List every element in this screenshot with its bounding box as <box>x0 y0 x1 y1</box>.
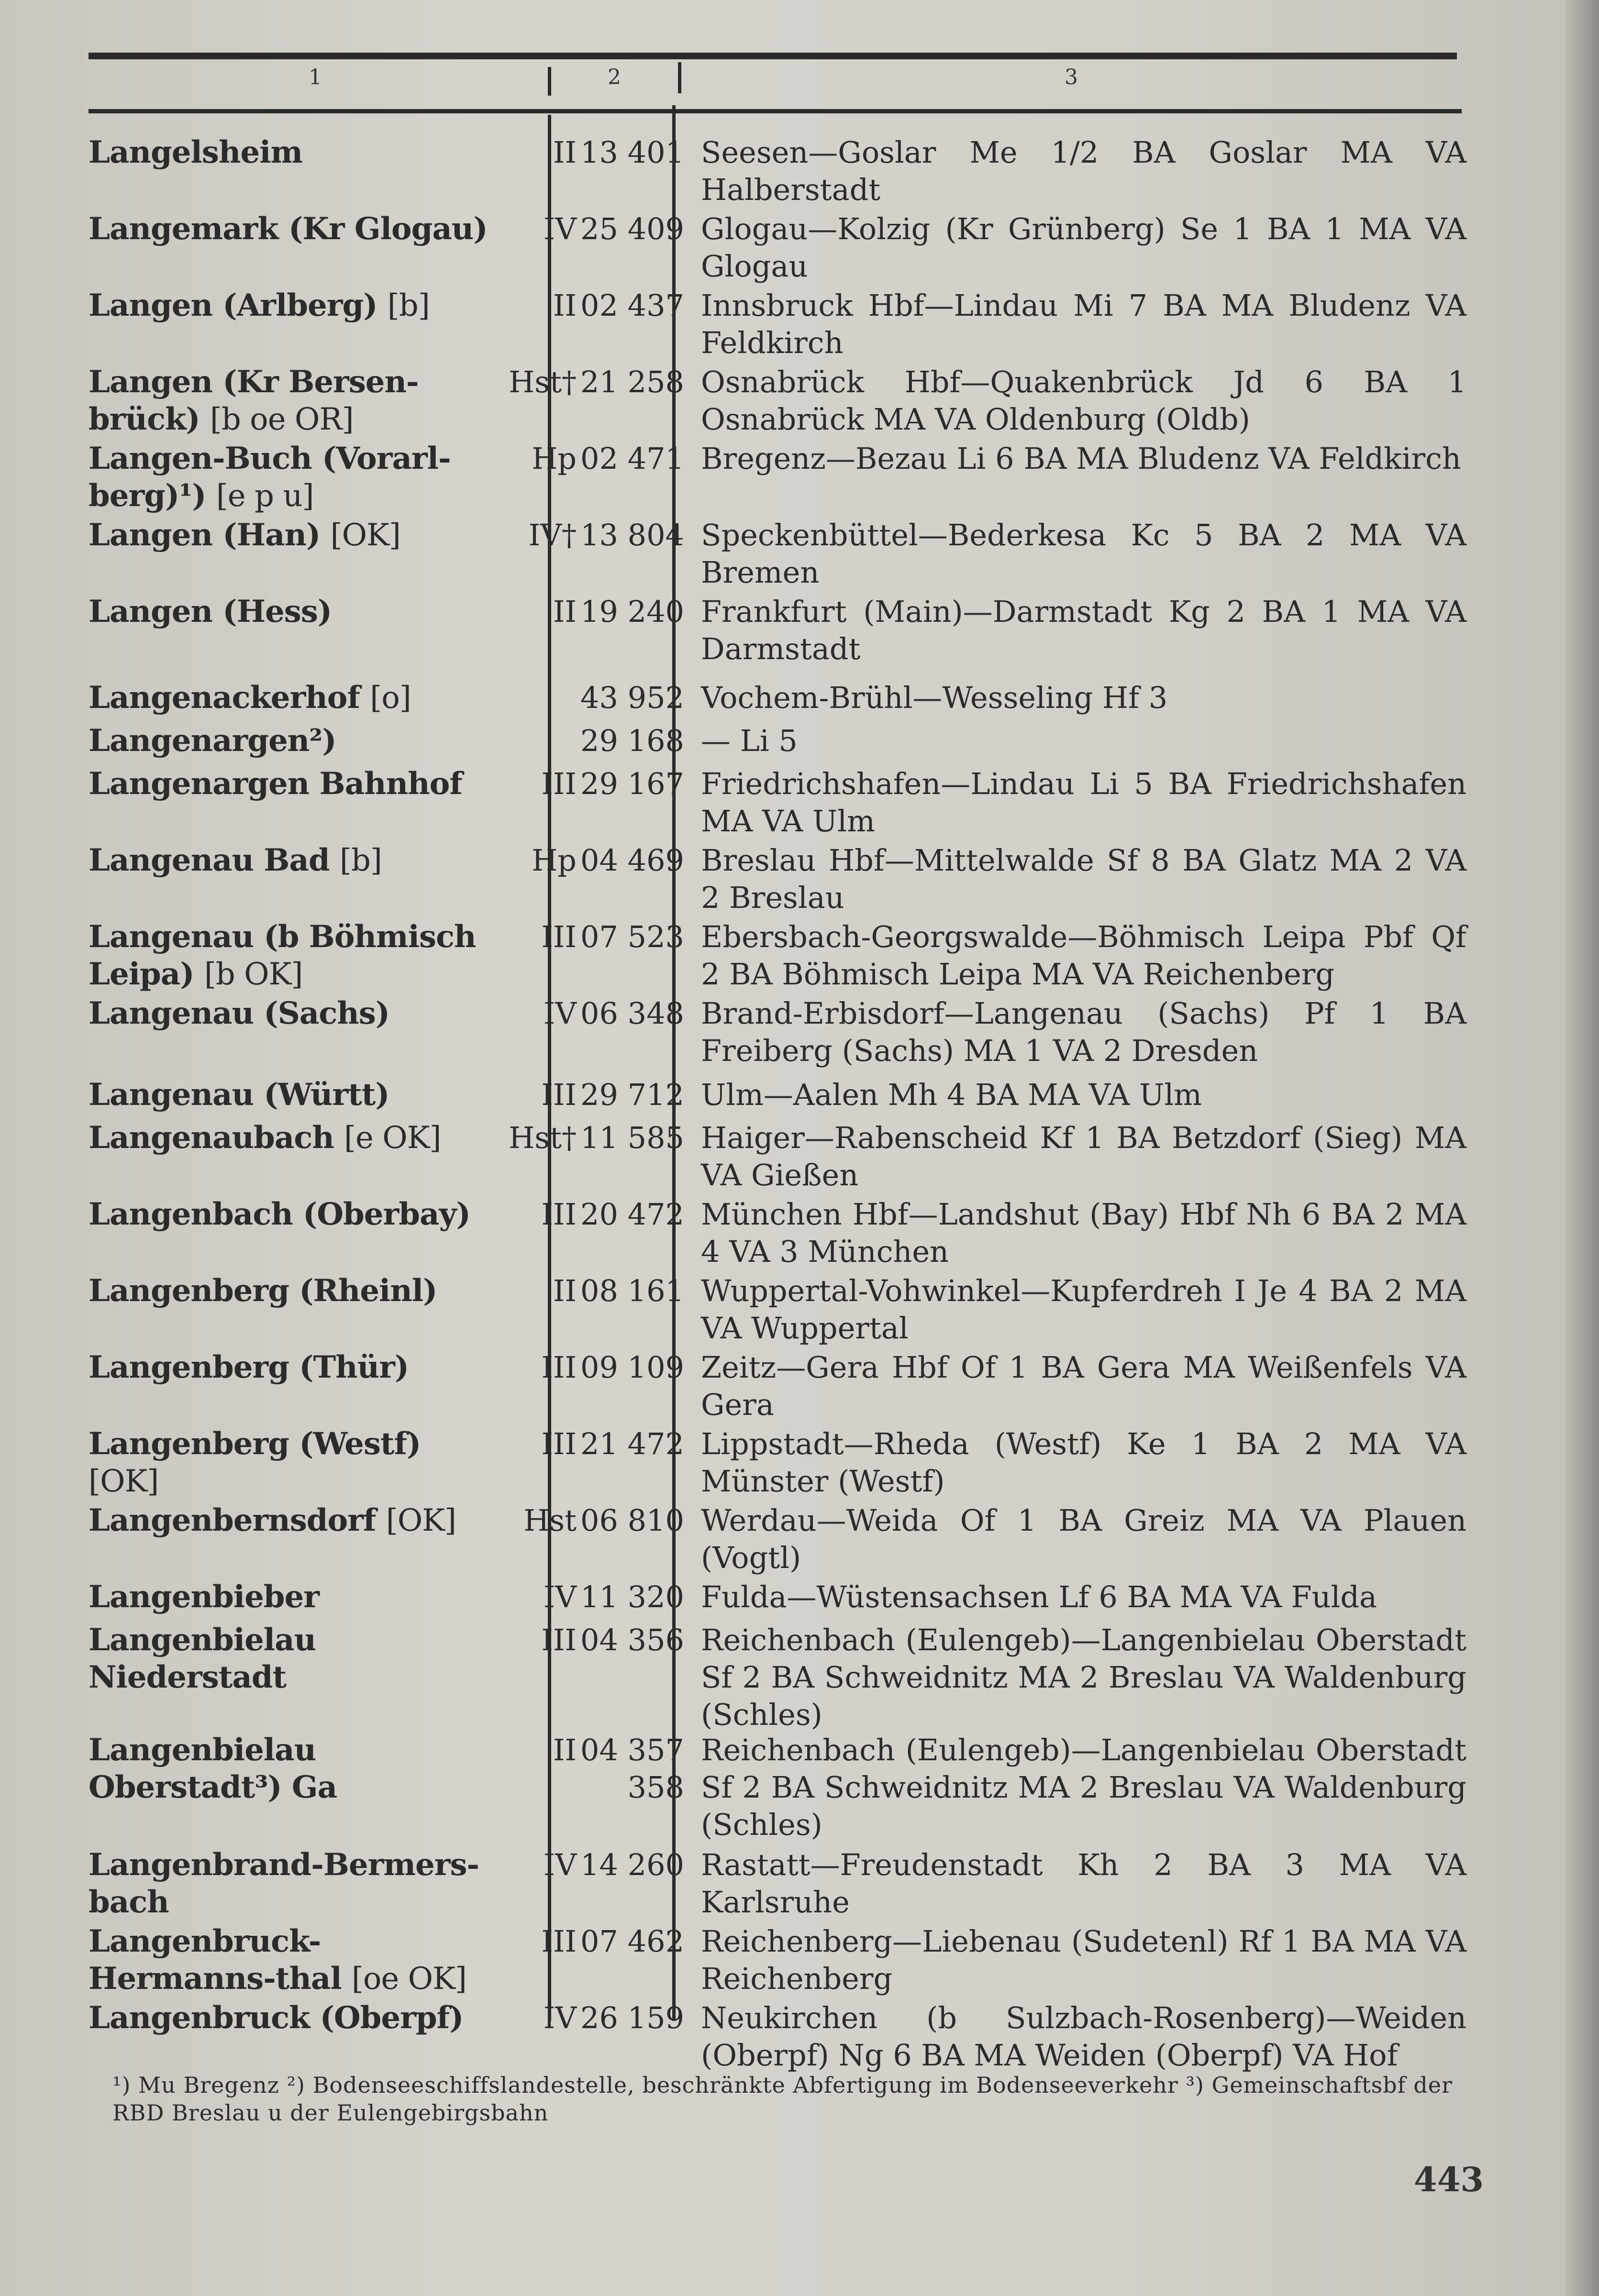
station-number-text: 43 952 <box>580 680 684 715</box>
station-number <box>567 918 684 956</box>
station-note: [b OK] <box>204 957 303 992</box>
station-class: IV <box>543 1847 577 1882</box>
station-name <box>89 1622 490 1696</box>
station-number <box>567 1196 684 1233</box>
station-number-text: 26 159 <box>580 2000 684 2035</box>
station-name <box>89 1349 490 1386</box>
station-number-text: 11 320 <box>580 1579 684 1614</box>
station-number-text: 19 240 <box>580 594 684 629</box>
station-name <box>89 134 490 171</box>
station-name-text: Langenau (Württ) <box>89 1077 389 1113</box>
route-description: Glogau—Kolzig (Kr Grünberg) Se 1 BA 1 MA VA Glogau <box>701 211 1466 284</box>
header-rule-top <box>89 53 1457 59</box>
column-3-heading: 3 <box>1065 65 1078 89</box>
station-class: III <box>541 766 577 801</box>
column-2-heading: 2 <box>608 65 621 89</box>
station-number <box>567 517 684 554</box>
station-name-text: Langen (Kr Bersen-brück) <box>89 364 419 437</box>
station-number-text: 29 167 <box>580 766 684 801</box>
station-note: [e p u] <box>216 478 314 514</box>
header-divider-1 <box>548 67 551 96</box>
station-name <box>89 1076 490 1114</box>
station-name-text: Langen (Arlberg) <box>89 287 378 323</box>
station-name-text: Langenberg (Thür) <box>89 1349 409 1385</box>
station-number-text: 02 437 <box>580 288 684 323</box>
station-number <box>567 134 684 171</box>
station-name-text: Langenargen Bahnhof <box>89 766 462 802</box>
station-number <box>567 593 684 630</box>
station-name-text: Langenberg (Rheinl) <box>89 1273 437 1309</box>
route-description: Brand-Erbisdorf—Langenau (Sachs) Pf 1 BA Freiberg (Sachs) MA 1 VA 2 Dresden <box>701 996 1466 1068</box>
route-description: Haiger—Rabenscheid Kf 1 BA Betzdorf (Sieg) MA VA Gießen <box>701 1120 1466 1192</box>
station-name <box>89 210 490 248</box>
station-class: IV <box>543 2000 577 2035</box>
station-class: Hst† <box>509 1120 577 1155</box>
station-name-text: Langen (Han) <box>89 517 321 553</box>
station-number-text: 06 810 <box>580 1503 684 1538</box>
route-description: Vochem-Brühl—Wesseling Hf 3 <box>701 680 1168 715</box>
station-note: [o] <box>370 680 411 716</box>
page-number: 443 <box>1414 2160 1484 2199</box>
station-name <box>89 364 490 438</box>
station-name <box>89 1999 490 2037</box>
station-note: [OK] <box>89 1464 159 1499</box>
station-number <box>567 364 684 401</box>
page-edge <box>1566 0 1599 2296</box>
station-number <box>567 842 684 879</box>
station-note: [OK] <box>330 518 400 553</box>
station-number <box>567 1578 684 1616</box>
station-number-text: 14 260 <box>580 1847 684 1882</box>
route-description: Fulda—Wüstensachsen Lf 6 BA MA VA Fulda <box>701 1579 1377 1614</box>
route-description: Reichenbach (Eulengeb)—Langenbielau Oberstadt Sf 2 BA Schweidnitz MA 2 Breslau VA Waldenburg (Schles) <box>701 1733 1466 1842</box>
station-number-text: 08 161 <box>580 1273 684 1308</box>
station-number-text: 20 472 <box>580 1197 684 1232</box>
column-1-heading: 1 <box>309 65 322 89</box>
station-number <box>567 1923 684 1960</box>
station-name-text: Langenbrand-Bermers-bach <box>89 1847 479 1920</box>
station-note: [b oe OR] <box>210 402 354 437</box>
station-number-text: 25 409 <box>580 211 684 246</box>
station-name-text: Langen (Hess) <box>89 594 332 629</box>
station-number <box>567 765 684 803</box>
station-note: [oe OK] <box>351 1961 466 1997</box>
station-name <box>89 1502 490 1539</box>
route-description: — Li 5 <box>701 723 798 758</box>
station-class: III <box>541 1077 577 1112</box>
station-name <box>89 765 490 803</box>
station-number-text: 21 258 <box>580 364 684 399</box>
station-number <box>567 1349 684 1386</box>
station-note: [b] <box>339 843 382 878</box>
station-class: II <box>553 135 577 170</box>
station-name <box>89 995 490 1032</box>
station-number-text: 21 472 <box>580 1426 684 1461</box>
station-number <box>567 722 684 760</box>
station-name-text: Langenargen²) <box>89 723 336 759</box>
station-name-text: Langenberg (Westf) <box>89 1426 421 1462</box>
station-note: [b] <box>387 288 430 323</box>
header-rule-bottom <box>89 109 1462 113</box>
station-name <box>89 593 490 630</box>
route-description: Bregenz—Bezau Li 6 BA MA Bludenz VA Feldkirch <box>701 441 1461 476</box>
station-number-text: 02 471 <box>580 441 684 476</box>
station-class: Hst† <box>509 364 577 399</box>
route-description: Reichenbach (Eulengeb)—Langenbielau Oberstadt Sf 2 BA Schweidnitz MA 2 Breslau VA Waldenburg (Schles) <box>701 1623 1466 1732</box>
station-number-text: 09 109 <box>580 1350 684 1385</box>
table-header <box>89 48 1466 100</box>
route-description: Osnabrück Hbf—Quakenbrück Jd 6 BA 1 Osnabrück MA VA Oldenburg (Oldb) <box>701 364 1466 437</box>
station-number-text: 11 585 <box>580 1120 684 1155</box>
station-name-text: Langenbruck (Oberpf) <box>89 2000 464 2036</box>
route-description: Frankfurt (Main)—Darmstadt Kg 2 BA 1 MA VA Darmstadt <box>701 594 1466 666</box>
station-number-text: 13 804 <box>580 518 684 552</box>
station-number <box>567 1076 684 1114</box>
station-name-text: Langelsheim <box>89 134 303 170</box>
station-name-text: Langenbielau Niederstadt <box>89 1622 316 1695</box>
station-class: II <box>553 594 577 629</box>
station-number <box>567 1622 684 1659</box>
station-table <box>89 48 1466 2073</box>
station-class: II <box>553 1733 577 1767</box>
station-class: Hst <box>523 1503 577 1538</box>
route-description: Neukirchen (b Sulzbach-Rosenberg)—Weiden (Oberpf) Ng 6 BA MA Weiden (Oberpf) VA Hof <box>701 2000 1466 2073</box>
station-number <box>567 1272 684 1310</box>
header-divider-2 <box>678 62 681 93</box>
station-name-text: Langenbieber <box>89 1579 319 1615</box>
route-description: München Hbf—Landshut (Bay) Hbf Nh 6 BA 2 MA 4 VA 3 München <box>701 1197 1466 1269</box>
route-description: Rastatt—Freudenstadt Kh 2 BA 3 MA VA Karlsruhe <box>701 1847 1466 1920</box>
station-number <box>567 1119 684 1157</box>
route-description: Lippstadt—Rheda (Westf) Ke 1 BA 2 MA VA Münster (Westf) <box>701 1426 1466 1499</box>
station-number <box>567 287 684 324</box>
station-number-text: 13 401 <box>580 135 684 170</box>
station-number-text: 07 523 <box>580 919 684 954</box>
station-number <box>567 1732 684 1806</box>
route-description: Breslau Hbf—Mittelwalde Sf 8 BA Glatz MA 2 VA 2 Breslau <box>701 843 1466 915</box>
station-number <box>567 1846 684 1884</box>
station-class: II <box>553 288 577 323</box>
station-name-text: Langemark (Kr Glogau) <box>89 211 488 247</box>
station-name <box>89 287 490 324</box>
route-description: Speckenbüttel—Bederkesa Kc 5 BA 2 MA VA Bremen <box>701 518 1466 590</box>
station-name <box>89 679 490 717</box>
station-number <box>567 1999 684 2037</box>
station-number-secondary: 358 <box>627 1770 684 1805</box>
station-name-text: Langenbruck-Hermanns-thal <box>89 1923 342 1997</box>
route-description: Werdau—Weida Of 1 BA Greiz MA VA Plauen (Vogtl) <box>701 1503 1466 1575</box>
station-name <box>89 918 490 993</box>
station-name-text: Langenbernsdorf <box>89 1502 376 1538</box>
station-name-text: Langenbielau Oberstadt³) Ga <box>89 1732 337 1805</box>
station-number <box>567 440 684 477</box>
station-number-text: 06 348 <box>580 996 684 1031</box>
station-class: III <box>541 1426 577 1461</box>
route-description: Seesen—Goslar Me 1/2 BA Goslar MA VA Halberstadt <box>701 135 1466 207</box>
station-number-text: 29 712 <box>580 1077 684 1112</box>
station-class: II <box>553 1273 577 1308</box>
station-name <box>89 1732 490 1806</box>
station-name <box>89 1196 490 1233</box>
station-class: III <box>541 1350 577 1385</box>
route-description: Zeitz—Gera Hbf Of 1 BA Gera MA Weißenfels VA Gera <box>701 1350 1466 1422</box>
station-number <box>567 1425 684 1463</box>
station-class: IV† <box>528 518 577 552</box>
station-class: III <box>541 1623 577 1657</box>
station-number <box>567 1502 684 1539</box>
station-name <box>89 1119 490 1157</box>
station-number-text: 04 357 <box>580 1733 684 1767</box>
station-class: IV <box>543 1579 577 1614</box>
station-name <box>89 1578 490 1616</box>
station-name-text: Langenackerhof <box>89 680 360 716</box>
footnote: ¹) Mu Bregenz ²) Bodenseeschiffslandestelle, beschränkte Abfertigung im Bodenseeverkehr ³) Gemeinschaftsbf der RBD Breslau u der Eulengebirgsbahn <box>112 2072 1453 2126</box>
station-name <box>89 1846 490 1921</box>
station-name <box>89 1272 490 1310</box>
station-name-text: Langen-Buch (Vorarl-berg)¹) <box>89 441 451 514</box>
route-description: Innsbruck Hbf—Lindau Mi 7 BA MA Bludenz VA Feldkirch <box>701 288 1466 360</box>
station-name-text: Langenau Bad <box>89 842 330 878</box>
station-class: Hp <box>532 441 577 476</box>
route-description: Reichenberg—Liebenau (Sudetenl) Rf 1 BA MA VA Reichenberg <box>701 1924 1466 1996</box>
station-name <box>89 517 490 554</box>
station-name <box>89 1425 490 1500</box>
station-name <box>89 1923 490 1998</box>
station-name <box>89 440 490 515</box>
station-note: [e OK] <box>344 1120 441 1156</box>
station-number-text: 29 168 <box>580 723 684 758</box>
station-class: III <box>541 919 577 954</box>
station-number <box>567 995 684 1032</box>
route-description: Wuppertal-Vohwinkel—Kupferdreh I Je 4 BA 2 MA VA Wuppertal <box>701 1273 1466 1346</box>
station-name-text: Langenaubach <box>89 1120 334 1156</box>
station-number-text: 07 462 <box>580 1924 684 1959</box>
station-number <box>567 679 684 717</box>
route-description: Friedrichshafen—Lindau Li 5 BA Friedrichshafen MA VA Ulm <box>701 766 1466 839</box>
station-name <box>89 842 490 879</box>
route-description: Ulm—Aalen Mh 4 BA MA VA Ulm <box>701 1077 1202 1112</box>
station-name-text: Langenbach (Oberbay) <box>89 1196 470 1232</box>
route-description: Ebersbach-Georgswalde—Böhmisch Leipa Pbf Qf 2 BA Böhmisch Leipa MA VA Reichenberg <box>701 919 1466 992</box>
station-class: III <box>541 1197 577 1232</box>
station-number <box>567 210 684 248</box>
station-note: [OK] <box>386 1503 456 1538</box>
station-number-text: 04 469 <box>580 843 684 878</box>
station-name-text: Langenau (Sachs) <box>89 995 390 1031</box>
station-class: III <box>541 1924 577 1959</box>
station-number-text: 04 356 <box>580 1623 684 1657</box>
station-name <box>89 722 490 760</box>
station-class: IV <box>543 211 577 246</box>
station-class: Hp <box>532 843 577 878</box>
station-class: IV <box>543 996 577 1031</box>
station-name-text: Langenau (b Böhmisch Leipa) <box>89 919 476 992</box>
